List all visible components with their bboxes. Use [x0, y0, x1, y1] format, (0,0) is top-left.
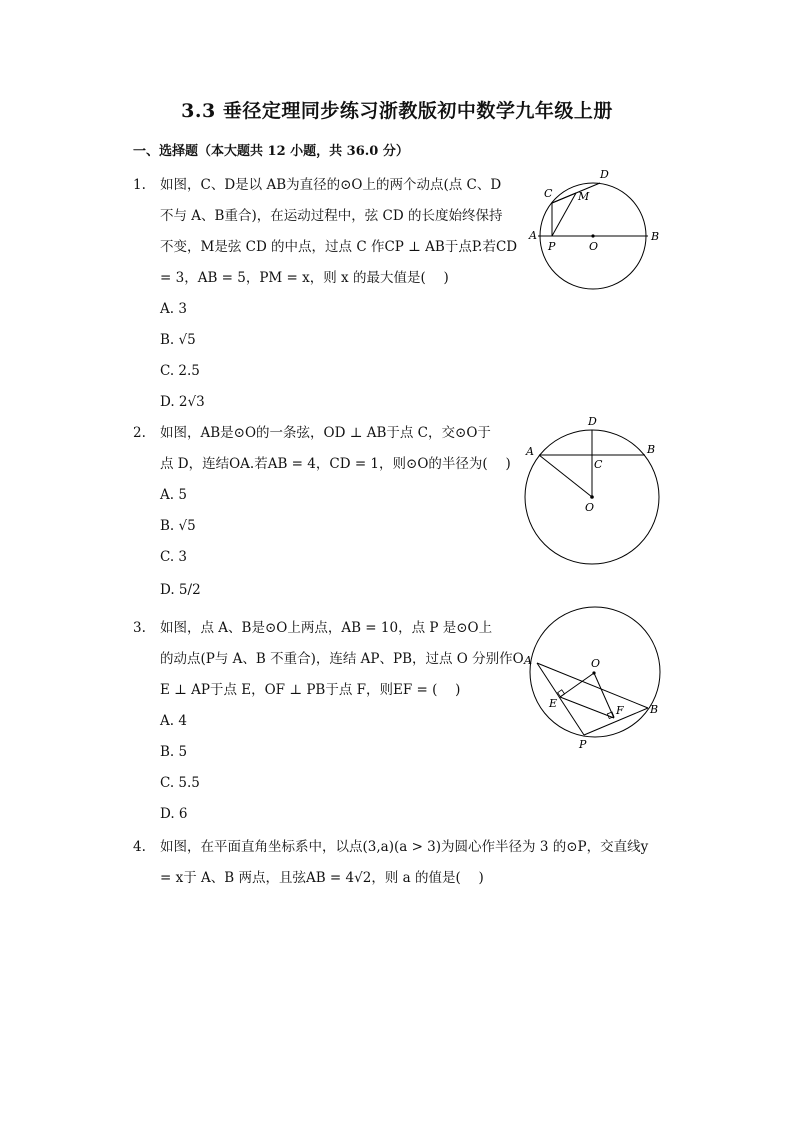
- stem-line: 如图，点 A、B是⊙O上两点，AB = 10，点 P 是⊙O上: [160, 620, 493, 636]
- label-o: O: [585, 501, 595, 514]
- label-f: F: [616, 704, 624, 717]
- figure-3: [520, 605, 665, 755]
- figure-1: [528, 165, 668, 290]
- label-c: C: [594, 458, 603, 471]
- label-p: P: [579, 738, 587, 751]
- question-number: 1.: [133, 177, 146, 193]
- segment-pm: [552, 193, 576, 236]
- question-number: 3.: [133, 620, 146, 636]
- label-o: O: [589, 240, 599, 253]
- stem-line: 的动点(P与 A、B 不重合)，连结 AP、PB，过点 O 分别作O: [160, 651, 524, 667]
- segment-ap: [537, 663, 584, 735]
- label-o: O: [591, 657, 601, 670]
- label-c: C: [544, 187, 553, 200]
- label-a: A: [524, 654, 532, 667]
- segment-oe: [560, 673, 594, 697]
- label-m: M: [578, 190, 590, 203]
- stem-line: 如图，AB是⊙O的一条弦，OD ⊥ AB于点 C，交⊙O于: [160, 425, 491, 441]
- question-number: 4.: [133, 839, 146, 855]
- option-a: A. 5: [160, 487, 187, 503]
- center-dot: [591, 234, 594, 237]
- option-d: D. 5/2: [160, 582, 201, 598]
- stem-line: 不变，M是弦 CD 的中点，过点 C 作CP ⊥ AB于点P.若CD: [160, 239, 518, 255]
- stem-line: 点 D，连结OA.若AB = 4，CD = 1，则⊙O的半径为( ): [160, 456, 511, 472]
- option-c: C. 3: [160, 549, 188, 565]
- stem-line: = x于 A、B 两点，且弦AB = 4√2，则 a 的值是( ): [160, 870, 484, 886]
- label-p: P: [548, 240, 556, 253]
- label-a: A: [526, 445, 534, 458]
- stem-line: 不与 A、B重合)，在运动过程中，弦 CD 的长度始终保持: [160, 208, 503, 224]
- question-stem: [160, 170, 517, 294]
- center-dot: [592, 671, 595, 674]
- question-stem: [160, 418, 511, 480]
- stem-line: = 3，AB = 5，PM = x，则 x 的最大值是( ): [160, 270, 449, 286]
- question-stem: [160, 832, 648, 894]
- center-dot: [590, 495, 594, 499]
- page-title: 3.3 垂径定理同步练习浙教版初中数学九年级上册: [181, 100, 613, 122]
- question-number: 2.: [133, 425, 146, 441]
- label-b: B: [651, 230, 660, 243]
- question-stem: [160, 613, 524, 706]
- label-d: D: [600, 168, 609, 181]
- option-d: D. 6: [160, 806, 188, 822]
- figure-2: [520, 410, 665, 568]
- option-d: D. 2√3: [160, 394, 205, 410]
- label-a: A: [529, 229, 537, 242]
- option-b: B. 5: [160, 744, 188, 760]
- segment-oa: [539, 455, 592, 497]
- option-b: B. √5: [160, 518, 196, 534]
- option-a: A. 3: [160, 301, 187, 317]
- stem-line: 如图，C、D是以 AB为直径的⊙O上的两个动点(点 C、D: [160, 177, 502, 193]
- option-b: B. √5: [160, 332, 196, 348]
- label-b: B: [647, 443, 656, 456]
- label-b: B: [650, 703, 659, 716]
- section-heading: 一、选择题（本大题共 12 小题，共 36.0 分）: [133, 144, 409, 159]
- label-e: E: [549, 697, 558, 710]
- option-a: A. 4: [160, 713, 187, 729]
- option-c: C. 2.5: [160, 363, 200, 379]
- stem-line: E ⊥ AP于点 E，OF ⊥ PB于点 F，则EF = ( ): [160, 682, 461, 698]
- label-d: D: [588, 415, 597, 428]
- option-c: C. 5.5: [160, 775, 200, 791]
- stem-line: 如图，在平面直角坐标系中，以点(3,a)(a > 3)为圆心作半径为 3 的⊙P，交直线y: [160, 839, 649, 855]
